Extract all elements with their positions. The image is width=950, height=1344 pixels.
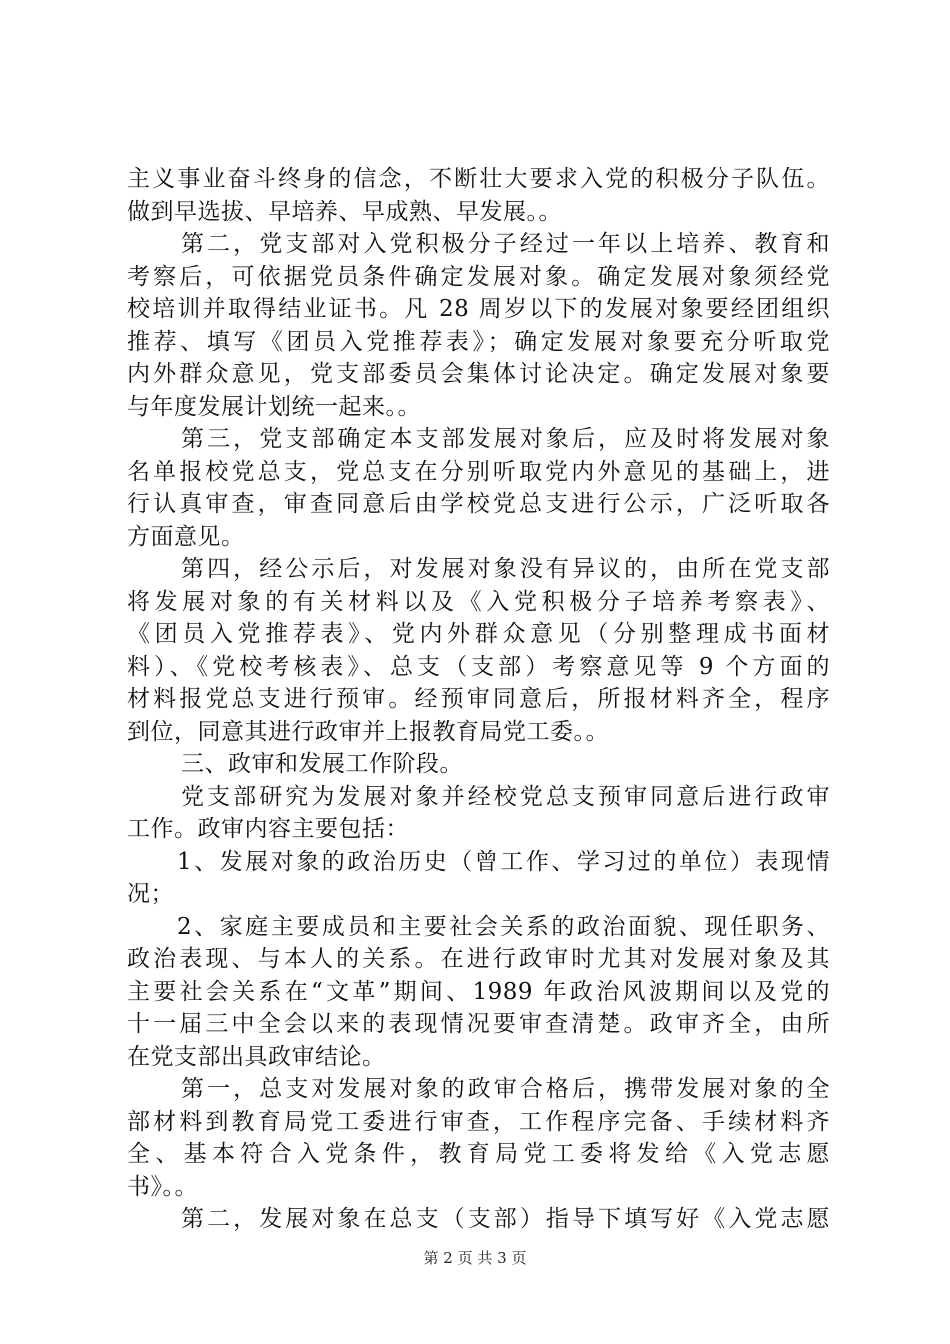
text-line: 名单报校党总支，党总支在分别听取党内外意见的基础上，进 [127,458,830,485]
text-line: 工作。政审内容主要包括： [127,816,409,842]
text-line: 第二，党支部对入党积极分子经过一年以上培养、教育和 [181,231,830,257]
text-line: 与年度发展计划统一起来。。 [127,393,421,420]
text-line: 做到早选拔、早培养、早成熟、早发展。。 [127,198,562,225]
text-line: 第一，总支对发展对象的政审合格后，携带发展对象的全 [181,1076,830,1102]
text-line: 料）、《党校考核表》、总支（支部）考察意见等 9 个方面的 [127,653,830,680]
text-line: 校培训并取得结业证书。凡 28 周岁以下的发展对象要经团组织 [127,296,830,322]
text-line: 第四，经公示后，对发展对象没有异议的，由所在党支部 [181,556,830,582]
text-line: 党支部研究为发展对象并经校党总支预审同意后进行政审 [181,783,830,810]
text-line: 将发展对象的有关材料以及《入党积极分子培养考察表》、 [127,588,830,615]
text-line: 第二，发展对象在总支（支部）指导下填写好《入党志愿 [181,1206,830,1232]
text-line: 内外群众意见，党支部委员会集体讨论决定。确定发展对象要 [127,361,830,387]
text-line: 书》。。 [127,1173,198,1200]
text-line: 主义事业奋斗终身的信念，不断壮大要求入党的积极分子队伍。 [127,166,830,192]
text-line: 考察后，可依据党员条件确定发展对象。确定发展对象须经党 [127,263,830,290]
text-line: 况； [127,881,174,907]
text-line: 1、发展对象的政治历史（曾工作、学习过的单位）表现情 [177,848,830,875]
text-line: 推荐、填写《团员入党推荐表》；确定发展对象要充分听取党 [127,328,830,355]
page-footer: 第 2 页 共 3 页 [423,1249,527,1267]
document-body [127,163,830,1236]
text-line: 到位，同意其进行政审并上报教育局党工委。。 [127,718,609,745]
text-line: 方面意见。 [127,523,245,550]
text-line: 材料报党总支进行预审。经预审同意后，所报材料齐全，程序 [127,686,830,712]
text-line: 十一届三中全会以来的表现情况要审查清楚。政审齐全，由所 [127,1011,830,1037]
text-line: 政治表现、与本人的关系。在进行政审时尤其对发展对象及其 [127,946,830,972]
text-line: 行认真审查，审查同意后由学校党总支进行公示，广泛听取各 [127,491,830,517]
text-line: 三、政审和发展工作阶段。 [181,751,463,777]
text-line: 2、家庭主要成员和主要社会关系的政治面貌、现任职务、 [177,913,830,940]
text-line: 在党支部出具政审结论。 [127,1043,386,1070]
text-line: 主要社会关系在“文革”期间、1989 年政治风波期间以及党的 [127,978,830,1005]
text-line: 《团员入党推荐表》、党内外群众意见（分别整理成书面材 [127,621,830,647]
text-line: 全、基本符合入党条件，教育局党工委将发给《入党志愿 [127,1141,830,1167]
text-line: 第三，党支部确定本支部发展对象后，应及时将发展对象 [181,426,830,452]
text-line: 部材料到教育局党工委进行审查，工作程序完备、手续材料齐 [127,1108,830,1135]
